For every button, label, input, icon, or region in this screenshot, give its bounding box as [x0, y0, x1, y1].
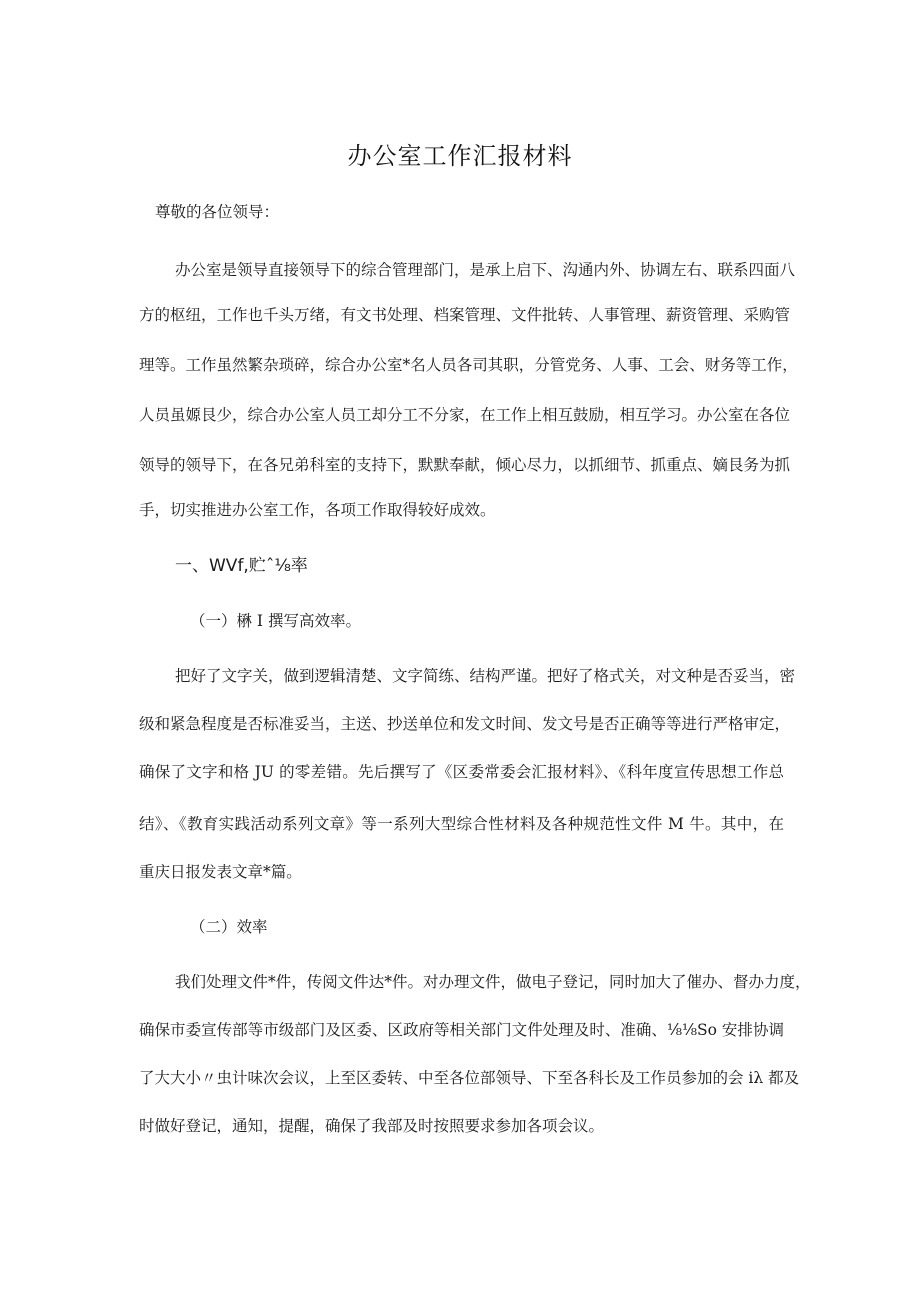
para3-line-4: 时做好登记，通知，提醒，确保了我部及时按照要求参加各项会议。	[139, 1117, 605, 1135]
section-heading-1: 一、WVf,贮ˆ⅛率	[175, 556, 308, 576]
intro-line-1: 办公室是领导直接领导下的综合管理部门，是承上启下、沟通内外、协调左右、联系四面八	[175, 261, 796, 279]
salutation: 尊敬的各位领导：	[155, 203, 280, 221]
subsection-heading-1: （一）楙 I 撰写高效率。	[190, 612, 361, 630]
intro-line-6: 手，切实推进办公室工作，各项工作取得较好成效。	[139, 501, 496, 519]
intro-line-2: 方的枢纽，工作也千头万绪，有文书处理、档案管理、文件批转、人事管理、薪资管理、采购管	[139, 306, 791, 324]
intro-line-5: 领导的领导下，在各兄弟科室的支持下，默默奉献，倾心尽力，以抓细节、抓重点、嫡艮务为抓	[139, 456, 791, 474]
document-title: 办公室工作汇报材料	[347, 142, 573, 170]
intro-line-3: 理等。工作虽然繁杂琐碎，综合办公室*名人员各司其职，分管党务、人事、工会、财务等工作，	[139, 356, 798, 374]
para2-line-4: 结》、《教育实践活动系列文章》等一系列大型综合性材料及各种规范性文件 M 牛。其中，在	[139, 815, 784, 833]
subsection-heading-2: （二）效率	[190, 918, 268, 936]
para2-line-5: 重庆日报发表文章*篇。	[139, 863, 302, 881]
para3-line-3: 了大大小〃虫计味次会议，上至区委转、中至各位部领导、下至各科长及工作员参加的会 iλ 都及	[139, 1069, 800, 1087]
intro-line-4: 人员虽嫄艮少，综合办公室人员工却分工不分家，在工作上相互鼓励，相互学习。办公室在各位	[139, 406, 791, 424]
para2-line-1: 把好了文字关，做到逻辑清楚、文字简练、结构严谨。把好了格式关，对文种是否妥当，密	[175, 667, 796, 685]
para3-line-1: 我们处理文件*件，传阅文件达*件。对办理文件，做电子登记，同时加大了催办、督办力度，	[175, 973, 811, 991]
para3-line-2: 确保市委宣传部等市级部门及区委、区政府等相关部门文件处理及时、准确、⅛⅛So 安排协调	[139, 1021, 784, 1039]
para2-line-3: 确保了文字和格 JU 的零差错。先后撰写了《区委常委会汇报材料》、《科年度宣传思想工作总	[139, 763, 784, 781]
para2-line-2: 级和紧急程度是否标准妥当，主送、抄送单位和发文时间、发文号是否正确等等进行严格审定，	[139, 715, 791, 733]
